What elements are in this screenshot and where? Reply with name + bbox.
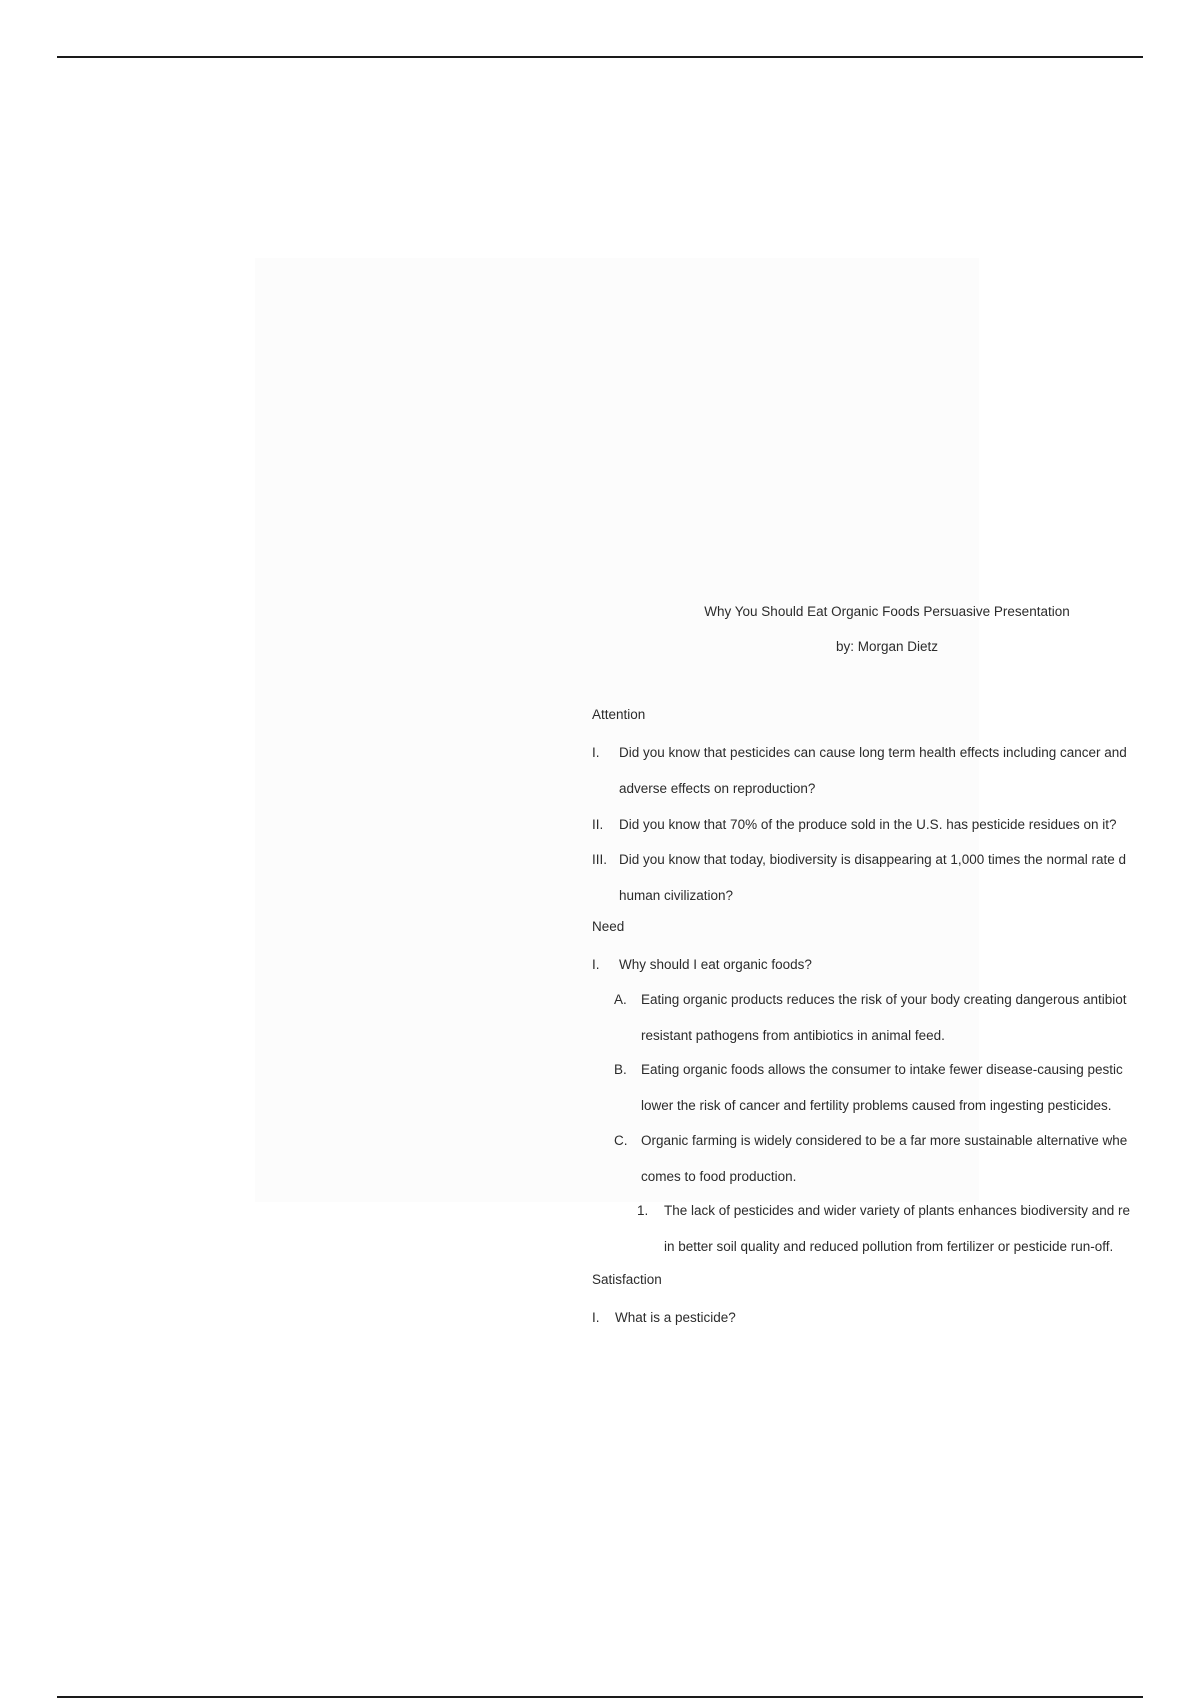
list-item-line: Did you know that 70% of the produce sold in the U.S. has pesticide residues on it?: [619, 817, 1117, 832]
list-item-line: Why should I eat organic foods?: [619, 957, 812, 972]
section-heading-need: Need: [592, 919, 625, 934]
list-marker: 1.: [637, 1203, 649, 1218]
top-rule: [57, 56, 1143, 58]
document-page: [255, 258, 1131, 1325]
section-heading-satisfaction: Satisfaction: [592, 1272, 662, 1287]
list-marker: B.: [614, 1062, 627, 1077]
list-item-line: The lack of pesticides and wider variety of plants enhances biodiversity and re: [664, 1203, 1131, 1218]
list-marker: I.: [592, 745, 600, 760]
list-marker: I.: [592, 957, 600, 972]
list-item-line: Did you know that today, biodiversity is disappearing at 1,000 times the normal rate d: [619, 852, 1127, 867]
list-marker: A.: [614, 992, 627, 1007]
list-marker: C.: [614, 1133, 628, 1148]
list-item-line: lower the risk of cancer and fertility problems caused from ingesting pesticides.: [641, 1098, 1112, 1113]
list-item-line: human civilization?: [619, 888, 734, 903]
list-item-line: Eating organic foods allows the consumer to intake fewer disease-causing pestic: [641, 1062, 1123, 1077]
bottom-rule: [57, 1696, 1143, 1698]
list-marker: I.: [592, 1310, 600, 1325]
section-heading-attention: Attention: [592, 707, 646, 722]
list-marker: II.: [592, 817, 604, 832]
list-item-line: Organic farming is widely considered to be a far more sustainable alternative whe: [641, 1133, 1128, 1148]
list-item-line: in better soil quality and reduced pollution from fertilizer or pesticide run-off.: [664, 1239, 1114, 1254]
list-item-line: resistant pathogens from antibiotics in animal feed.: [641, 1028, 945, 1043]
list-item-line: adverse effects on reproduction?: [619, 781, 816, 796]
list-marker: III.: [592, 852, 608, 867]
list-item-line: Did you know that pesticides can cause long term health effects including cancer and: [619, 745, 1127, 760]
document-author: by: Morgan Dietz: [835, 639, 939, 654]
list-item-line: Eating organic products reduces the risk of your body creating dangerous antibiot: [641, 992, 1127, 1007]
list-item-line: comes to food production.: [641, 1169, 797, 1184]
document-title: Why You Should Eat Organic Foods Persuasive Presentation: [704, 604, 1070, 619]
list-item-line: What is a pesticide?: [615, 1310, 736, 1325]
document-body: [592, 596, 1158, 1336]
